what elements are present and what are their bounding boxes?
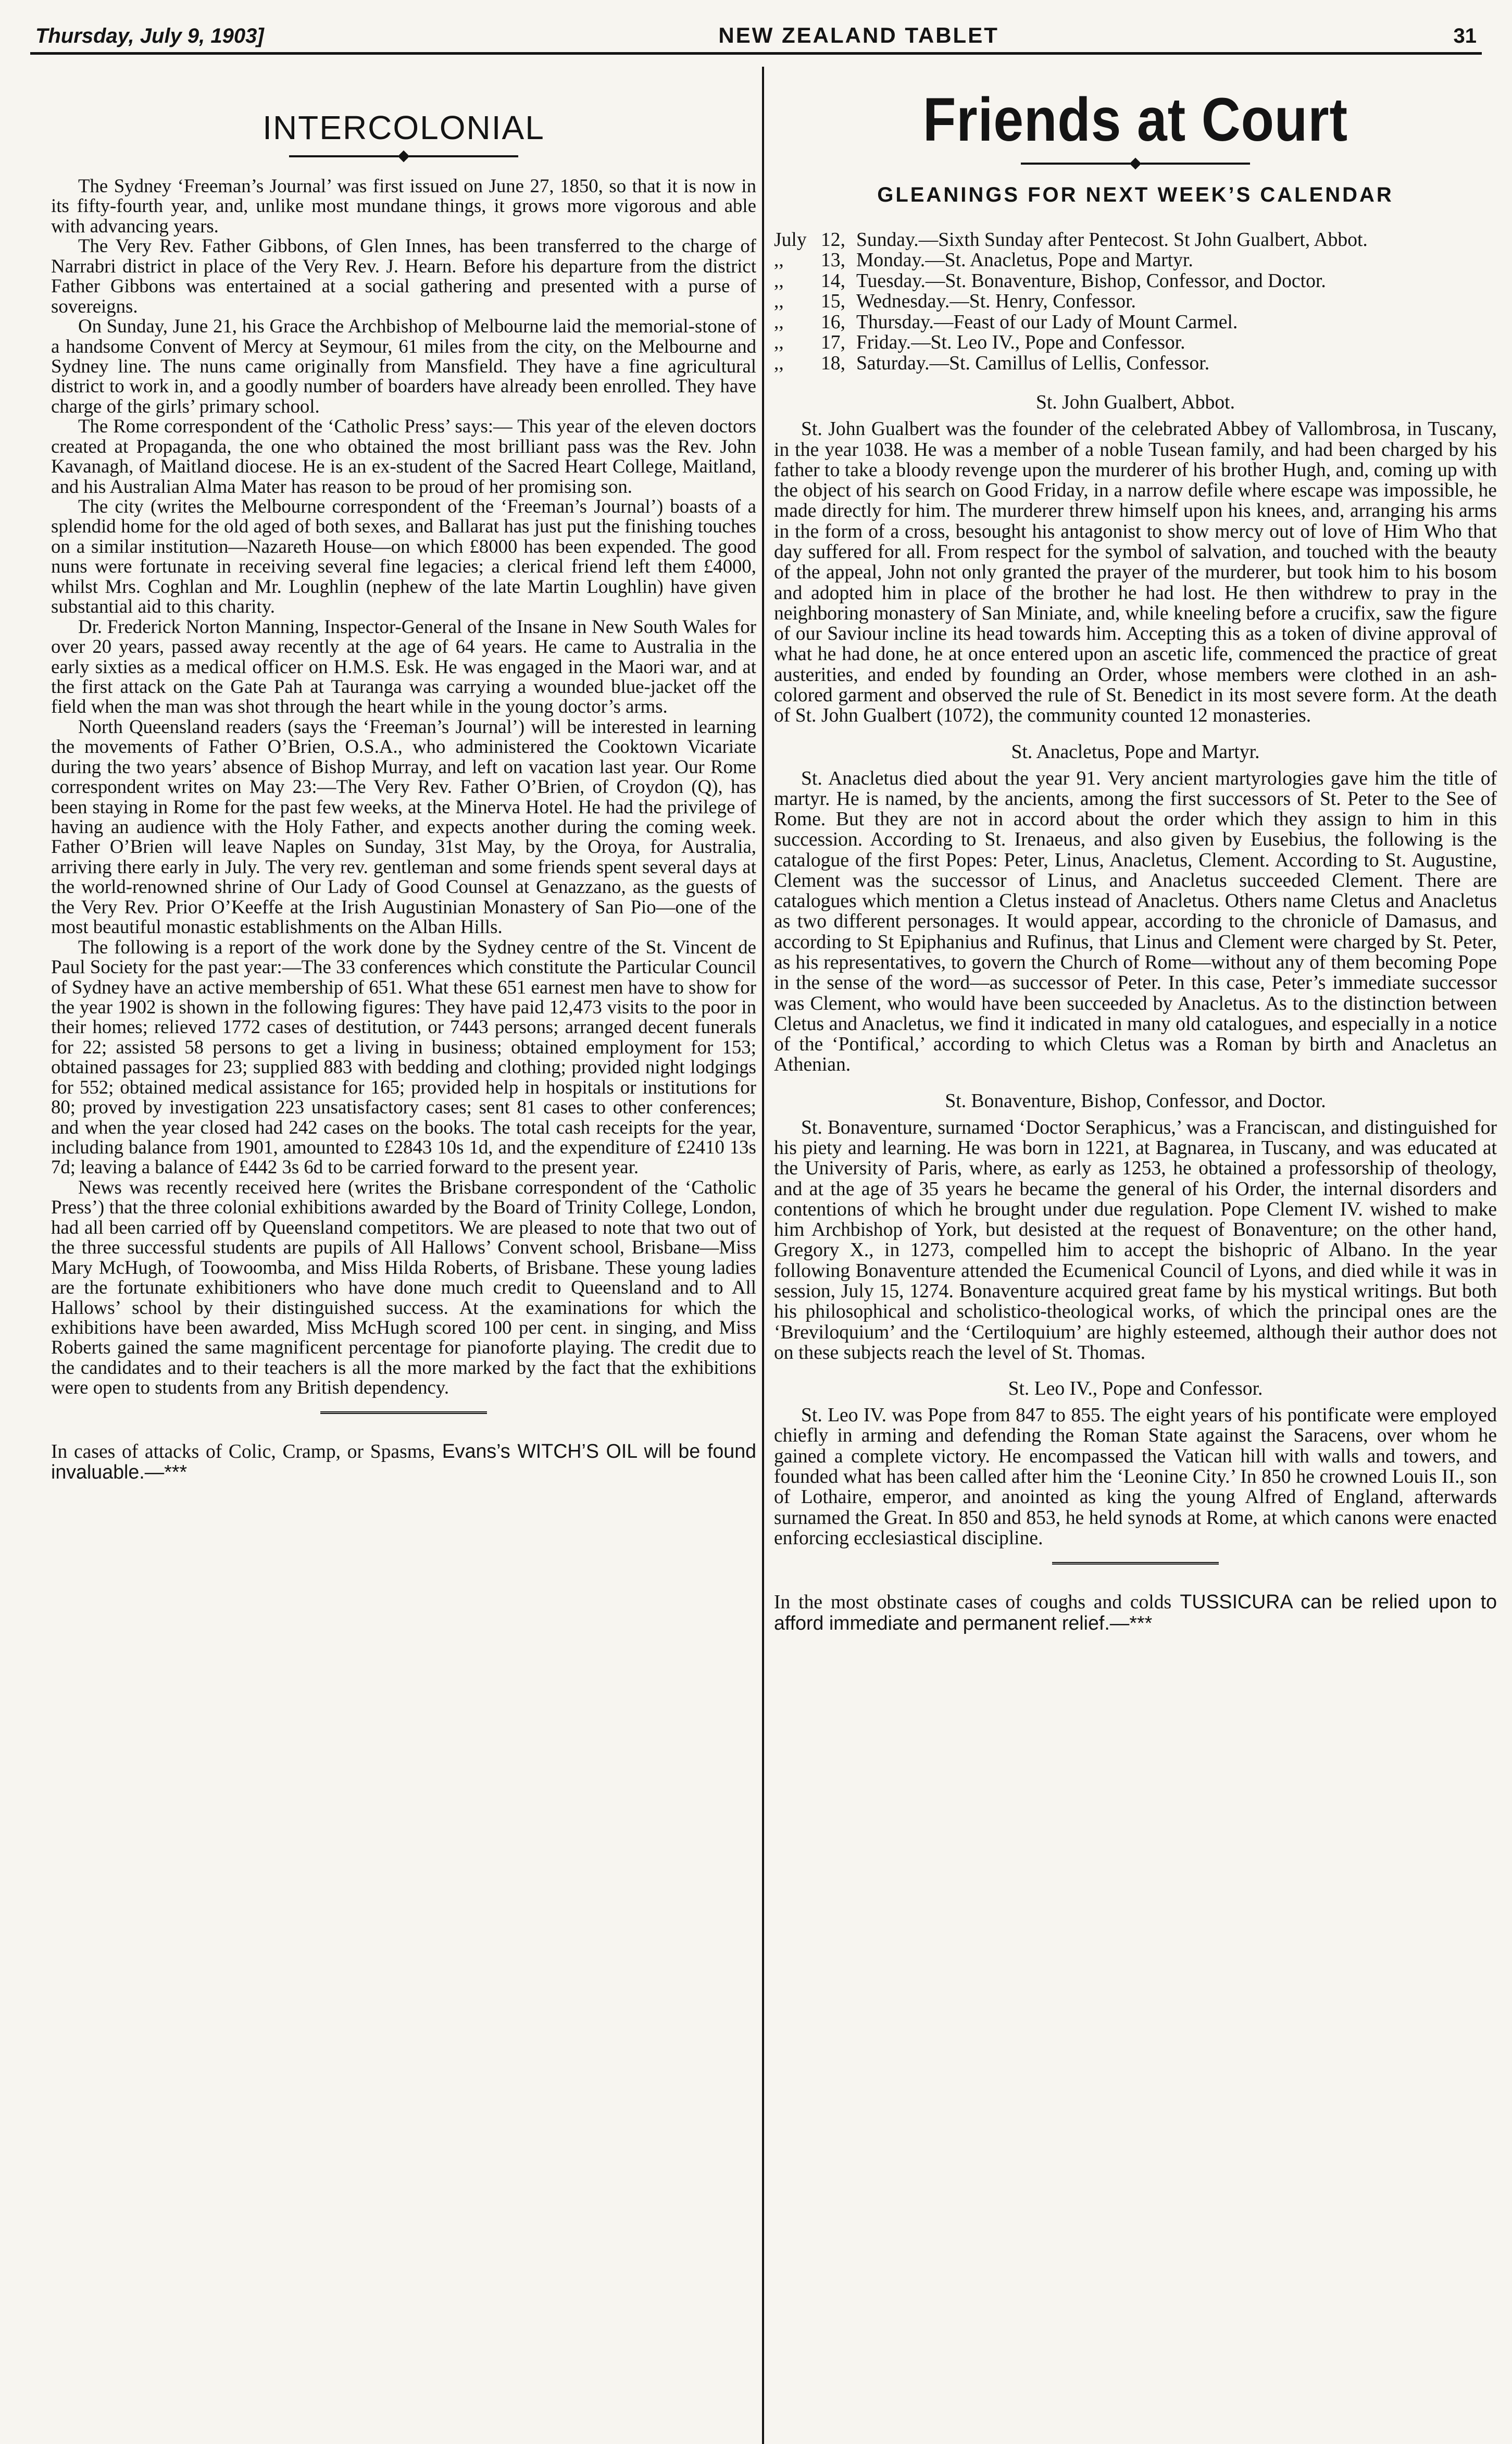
calendar-list	[774, 230, 1497, 374]
columns	[30, 67, 1497, 2444]
running-head	[27, 15, 1485, 52]
head-rule	[30, 52, 1482, 55]
calendar-text: Tuesday.—St. Bonaventure, Bishop, Confessor, and Doctor.	[856, 270, 1326, 292]
saint-heading: St. John Gualbert, Abbot.	[1035, 392, 1235, 414]
witchs-oil-advert: In cases of attacks of Colic, Cramp, or Spasms, Evans’s WITCH’S OIL will be found invaluable.—***	[51, 1440, 756, 1483]
end-rule	[320, 1411, 487, 1416]
intercolonial-title: INTERCOLONIAL	[263, 109, 545, 146]
masthead-title: NEW ZEALAND TABLET	[718, 23, 999, 47]
tussicura-advert: In the most obstinate cases of coughs and colds TUSSICURA can be relied upon to afford immediate and permanent relief.—***	[774, 1591, 1497, 1634]
calendar-month: ,,	[774, 352, 784, 374]
calendar-entry	[774, 312, 1497, 332]
end-rule	[1052, 1562, 1219, 1567]
issue-date: Thursday, July 9, 1903]	[35, 24, 264, 47]
calendar-month: ,,	[774, 332, 784, 354]
saint-paragraph: St. John Gualbert was the founder of the celebrated Abbey of Vallombrosa, in Tuscany, in the year 1038. He was a member of a noble Tusean family, and had been charged by his father to take a bloody revenge upon the murderer of his brother Hugh, and, coming up with the object of his search on Good Friday, in a narrow defile where escape was impossible, he made directly for him. The murderer threw himself upon his knees, and, arranging his arms in the form of a cross, besought his antagonist to show mercy out of love of Him Who that day suffered for all. From respect for the symbol of salvation, and touched with the beauty of the appeal, John not only granted the prayer of the murderer, but took him to his bosom and adopted him in place of the brother he had lost. He then withdrew to pray in the neighboring monastery of San Miniate, and, while kneeling before a crucifix, saw the figure of our Saviour incline its head towards him. Accepting this as a token of divine approval of what he had done, he at once entered upon an ascetic life, commenced the practice of great austerities, and ended by founding an Order, whose members were clothed in an ash-colored garment and observed the rule of St. Benedict in its most severe form. At the death of St. John Gualbert (1072), the community counted 12 monasteries.	[774, 418, 1497, 727]
intercolonial-paragraph: The following is a report of the work done by the Sydney centre of the St. Vincent de Paul Society for the past year:—The 33 conferences which constitute the Particular Council of Sydney have an active membership of 651. What these 651 earnest men have to show for the year 1902 is shown in the following figures: They have paid 12,473 visits to the poor in their homes; relieved 1772 cases of destitution, or 7443 persons; arranged decent funerals for 22; assisted 58 persons to get a living in business; obtained employment for 153; obtained passages for 23; supplied 883 with bedding and clothing; provided night lodgings for 552; obtained medical assistance for 165; provided help in hospitals or institutions for 80; proved by investigation 223 unsatisfactory cases; sent 81 cases to other conferences; and when the year closed had 242 cases on the books. The total cash receipts for the year, including balance from 1901, amounted to £2843 10s 1d, and the expenditure of £2410 13s 7d; leaving a balance of £442 3s 6d to be carried forward to the present year.	[51, 936, 756, 1178]
calendar-entry	[774, 250, 1497, 270]
saint-paragraph: St. Anacletus died about the year 91. Very ancient martyrologies gave him the title of martyr. He is named, by the ancients, among the first successors of St. Peter to the See of Rome. But they are not in accord about the order which they assign to him in this succession. According to St. Irenaeus, and also given by Eusebius, the following is the catalogue of the first Popes: Peter, Linus, Anacletus, Clement. According to St. Augustine, Clement was the successor of Linus, and Anacletus succeeded Clement. There are catalogues which mention a Cletus instead of Anacletus. Others name Cletus and Anacletus as two different personages. It would appear, according to the chronicle of Damasus, and according to St Epiphanius and Rufinus, that Linus and Clement were charged by St. Peter, as his representatives, to govern the Church of Rome—without any of them becoming Pope in the sense of the word—as successor of Peter. In this case, Peter’s immediate successor was Clement, who would have been succeeded by Anacletus. As to the distinction between Cletus and Anacletus, we find it indicated in many old catalogues, and especially in a notice of the ‘Pontifical,’ according to which Cletus was a Roman by birth and Anacletus an Athenian.	[774, 767, 1497, 1076]
intercolonial-paragraphs	[51, 176, 756, 1398]
calendar-day: 12,	[821, 229, 845, 251]
intercolonial-column	[51, 67, 756, 2444]
saint-paragraph: St. Bonaventure, surnamed ‘Doctor Seraphicus,’ was a Franciscan, and distinguished for his piety and learning. He was born in 1221, at Bagnarea, in Tuscany, and was educated at the University of Paris, where, as early as 1253, he obtained a professorship of theology, and at the age of 35 years he became the general of his Order, the internal disorders and contentions of which he brought under due regulation. Pope Clement IV. wished to make him Archbishop of York, but desisted at the request of Bonaventure; on the other hand, Gregory X., in 1273, compelled him to accept the bishopric of Albano. In the year following Bonaventure attended the Ecumenical Council of Lyons, and died while it was in session, July 15, 1274. Bonaventure acquired great fame by his mystical writings. But both his philosophical and scholistico-theological works, of which the principal ones are the ‘Breviloquium’ and the ‘Certiloquium’ are highly esteemed, although their author does not on these subjects reach the level of St. Thomas.	[774, 1116, 1497, 1363]
ornament-rule	[774, 159, 1497, 168]
calendar-text: Friday.—St. Leo IV., Pope and Confessor.	[856, 332, 1185, 354]
calendar-text: Wednesday.—St. Henry, Confessor.	[856, 291, 1136, 313]
calendar-day: 17,	[821, 332, 845, 354]
calendar-text: Monday.—St. Anacletus, Pope and Martyr.	[856, 250, 1193, 271]
friends-at-court-column	[774, 67, 1497, 2444]
calendar-entry	[774, 332, 1497, 353]
calendar-day: 13,	[821, 250, 845, 271]
intercolonial-paragraph: North Queensland readers (says the ‘Freeman’s Journal’) will be interested in learning the movements of Father O’Brien, O.S.A., who administered the Cooktown Vicariate during the two years’ absence of Bishop Murray, and left on vacation last year. Our Rome correspondent writes on May 23:—The Very Rev. Father O’Brien, of Croydon (Q), has been staying in Rome for the past few weeks, at the Minerva Hotel. He had the privilege of having an audience with the Holy Father, and expects another during the coming week. Father O’Brien will leave Naples on Sunday, 31st May, by the Oroya, for Australia, arriving there early in July. The very rev. gentleman and some friends spent several days at the world-renowned shrine of Our Lady of Good Counsel at Genazzano, as the guests of the Very Rev. Prior O’Keeffe at the Irish Augustinian Monastery of San Pio—one of the most beautiful monastic establishments on the Alban Hills.	[51, 715, 756, 938]
intercolonial-paragraph: The Very Rev. Father Gibbons, of Glen Innes, has been transferred to the charge of Narrabri district in place of the Very Rev. J. Hearn. Before his departure from the district Father Gibbons was entertained at a social gathering and presented with a purse of sovereigns.	[51, 235, 756, 317]
intercolonial-paragraph: The Rome correspondent of the ‘Catholic Press’ says:— This year of the eleven doctors created at Propaganda, the one who obtained the most brilliant pass was the Rev. John Kavanagh, of Maitland diocese. He is an ex-student of the Sacred Heart College, Maitland, and his Australian Alma Mater has reason to be proud of her promising son.	[51, 415, 756, 497]
page-number: 31	[1453, 24, 1477, 47]
calendar-month: ,,	[774, 250, 784, 271]
calendar-text: Sunday.—Sixth Sunday after Pentecost. St John Gualbert, Abbot.	[856, 229, 1368, 251]
calendar-entry	[774, 271, 1497, 291]
calendar-day: 15,	[821, 291, 845, 313]
intercolonial-paragraph: On Sunday, June 21, his Grace the Archbishop of Melbourne laid the memorial-stone of a handsome Convent of Mercy at Seymour, 61 miles from the city, on the Melbourne and Sydney line. The nuns came originally from Mansfield. They have a fine agricultural district to work in, and a goodly number of boarders have already been enrolled. They have charge of the girls’ primary school.	[51, 315, 756, 417]
intercolonial-paragraph: Dr. Frederick Norton Manning, Inspector-General of the Insane in New South Wales for over 20 years, passed away recently at the age of 64 years. He came to Australia in the early sixties as a medical officer on H.M.S. Esk. He was engaged in the Maori war, and at the first attack on the Gate Pah at Tauranga was carrying a wounded blue-jacket off the field when the man was shot through the heart while in the young doctor’s arms.	[51, 615, 756, 717]
calendar-day: 14,	[821, 270, 845, 292]
intercolonial-paragraph: The Sydney ‘Freeman’s Journal’ was first issued on June 27, 1850, so that it is now in its fifty-fourth year, and, unlike most mundane things, it grows more vigorous and able with advancing years.	[51, 175, 756, 237]
calendar-entry	[774, 291, 1497, 312]
saint-paragraph: St. Leo IV. was Pope from 847 to 855. The eight years of his pontificate were employed chiefly in arming and defending the Roman State against the Saracens, over whom he gained a complete victory. He encompassed the Vatican hill with walls and towers, and founded what has been called after him the ‘Leonine City.’ In 850 he crowned Louis II., son of Lothaire, emperor, and anointed as king the young Alfred of England, afterwards surnamed the Great. In 850 and 853, he held synods at Rome, at which canons were enacted enforcing ecclesiastical discipline.	[774, 1405, 1497, 1549]
saint-heading: St. Leo IV., Pope and Confessor.	[1008, 1378, 1263, 1400]
calendar-month: July	[774, 229, 807, 251]
saint-heading: St. Anacletus, Pope and Martyr.	[1011, 741, 1260, 763]
calendar-text: Thursday.—Feast of our Lady of Mount Carmel.	[856, 311, 1238, 333]
calendar-entry	[774, 230, 1497, 250]
intercolonial-paragraph: The city (writes the Melbourne correspondent of the ‘Freeman’s Journal’) boasts of a splendid home for the old aged of both sexes, and Ballarat has just put the finishing touches on a similar institution—Nazareth House—on which £8000 has been expended. The good nuns were fortunate in receiving several fine legacies; a clerical friend left them £4000, whilst Mrs. Coghlan and Mr. Loughlin (nephew of the late Martin Loughlin) have given substantial aid to this charity.	[51, 495, 756, 617]
calendar-day: 16,	[821, 311, 845, 333]
calendar-month: ,,	[774, 291, 784, 313]
intercolonial-paragraph: News was recently received here (writes the Brisbane correspondent of the ‘Catholic Press’) that the three colonial exhibitions awarded by the Board of Trinity College, London, had all been carried off by Queensland competitors. We are pleased to note that two out of the three successful students are pupils of All Hallows’ Convent school, Brisbane—Miss Mary McHugh, of Toowoomba, and Miss Hilda Roberts, of Brisbane. These young ladies are the fortunate exhibitioners who have done much credit to Queensland and to All Hallows’ school by their distinguished success. At the examinations for which the exhibitions have been awarded, Miss McHugh scored 100 per cent. in singing, and Miss Roberts gained the same magnificent percentage for pianoforte playing. The credit due to the candidates and to their teachers is all the more marked by the fact that the exhibitions were open to students from any British dependency.	[51, 1176, 756, 1398]
saint-sections	[774, 391, 1497, 1548]
calendar-entry	[774, 353, 1497, 374]
calendar-subtitle: GLEANINGS FOR NEXT WEEK’S CALENDAR	[877, 183, 1394, 206]
calendar-text: Saturday.—St. Camillus of Lellis, Confessor.	[856, 352, 1210, 374]
calendar-day: 18,	[821, 352, 845, 374]
calendar-month: ,,	[774, 270, 784, 292]
column-divider	[762, 67, 764, 2444]
ornament-rule	[51, 152, 756, 160]
calendar-month: ,,	[774, 311, 784, 333]
saint-heading: St. Bonaventure, Bishop, Confessor, and Doctor.	[945, 1090, 1326, 1112]
friends-at-court-title: Friends at Court	[922, 85, 1348, 154]
